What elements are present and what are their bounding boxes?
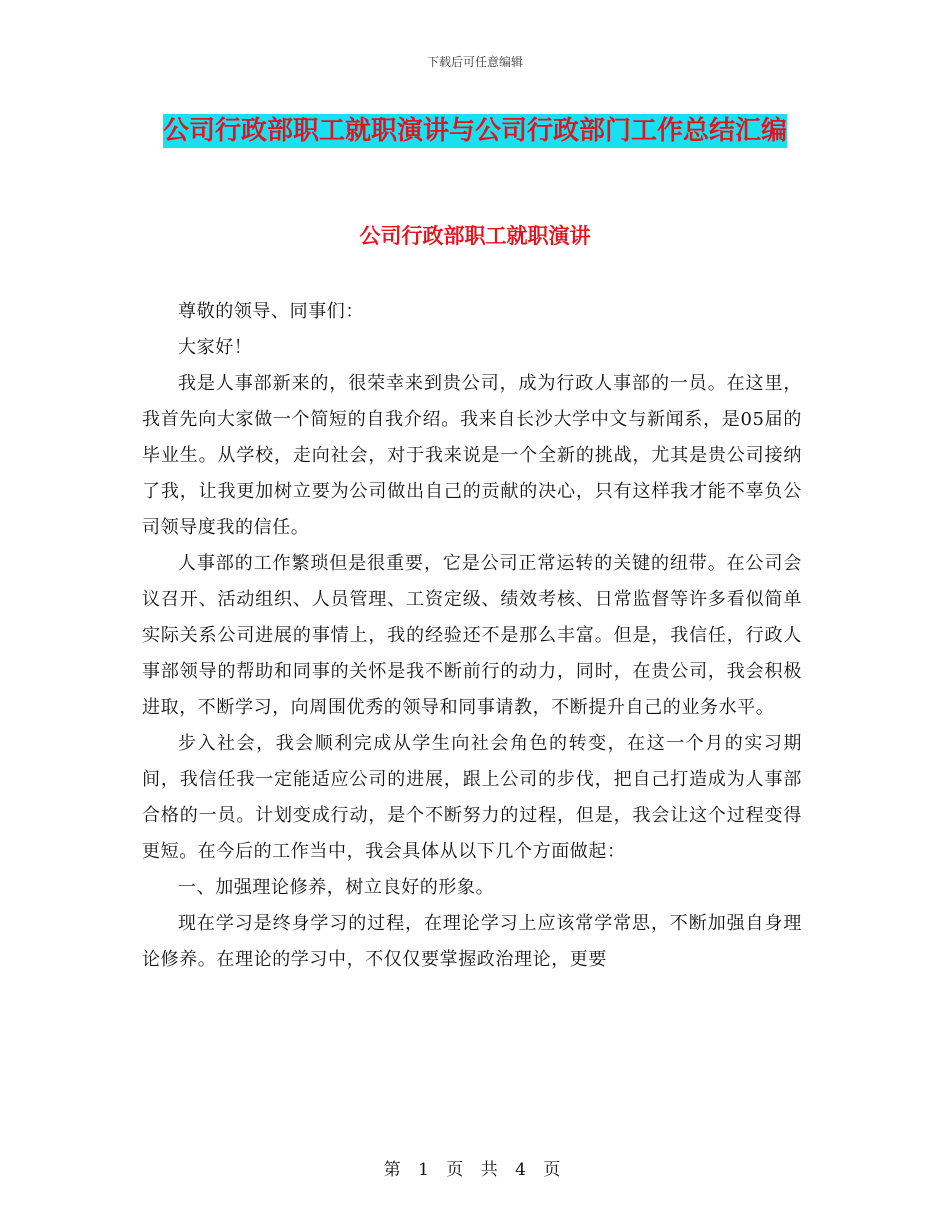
page-number-footer: 第 1 页 共 4 页 [383, 1160, 567, 1180]
paragraph: 人事部的工作繁琐但是很重要，它是公司正常运转的关键的纽带。在公司会议召开、活动组织、人员管理、工资定级、绩效考核、日常监督等许多看似简单实际关系公司进展的事情上，我的经验还不是那么丰富。但是，我信任，行政人事部领导的帮助和同事的关怀是我不断前行的动力，同时，在贵公司，我会积极进取，不断学习，向周围优秀的领导和同事请教，不断提升自己的业务水平。 [142, 553, 802, 718]
paragraph-heading: 一、加强理论修养，树立良好的形象。 [178, 877, 495, 898]
paragraph: 步入社会，我会顺利完成从学生向社会角色的转变，在这一个月的实习期间，我信任我一定能适应公司的进展，跟上公司的步伐，把自己打造成为人事部合格的一员。计划变成行动，是个不断努力的过程，但是，我会让这个过程变得更短。在今后的工作当中，我会具体从以下几个方面做起： [142, 733, 802, 862]
paragraph-salutation: 尊敬的领导、同事们： [178, 301, 364, 322]
paragraph: 我是人事部新来的，很荣幸来到贵公司，成为行政人事部的一员。在这里，我首先向大家做一个简短的自我介绍。我来自长沙大学中文与新闻系，是05届的毕业生。从学校，走向社会，对于我来说是一个全新的挑战，尤其是贵公司接纳了我，让我更加树立要为公司做出自己的贡献的决心，只有这样我才能不辜负公司领导度我的信任。 [142, 373, 802, 538]
document-title-text: 公司行政部职工就职演讲与公司行政部门工作总结汇编 [162, 116, 787, 146]
paragraph: 现在学习是终身学习的过程，在理论学习上应该常学常思，不断加强自身理论修养。在理论的学习中，不仅仅要掌握政治理论，更要 [142, 913, 802, 970]
section-title: 公司行政部职工就职演讲 [359, 224, 591, 248]
document-body [142, 294, 802, 978]
page-header-note: 下载后可任意编辑 [426, 55, 523, 69]
paragraph-greeting: 大家好！ [178, 337, 253, 358]
document-title [140, 108, 810, 154]
